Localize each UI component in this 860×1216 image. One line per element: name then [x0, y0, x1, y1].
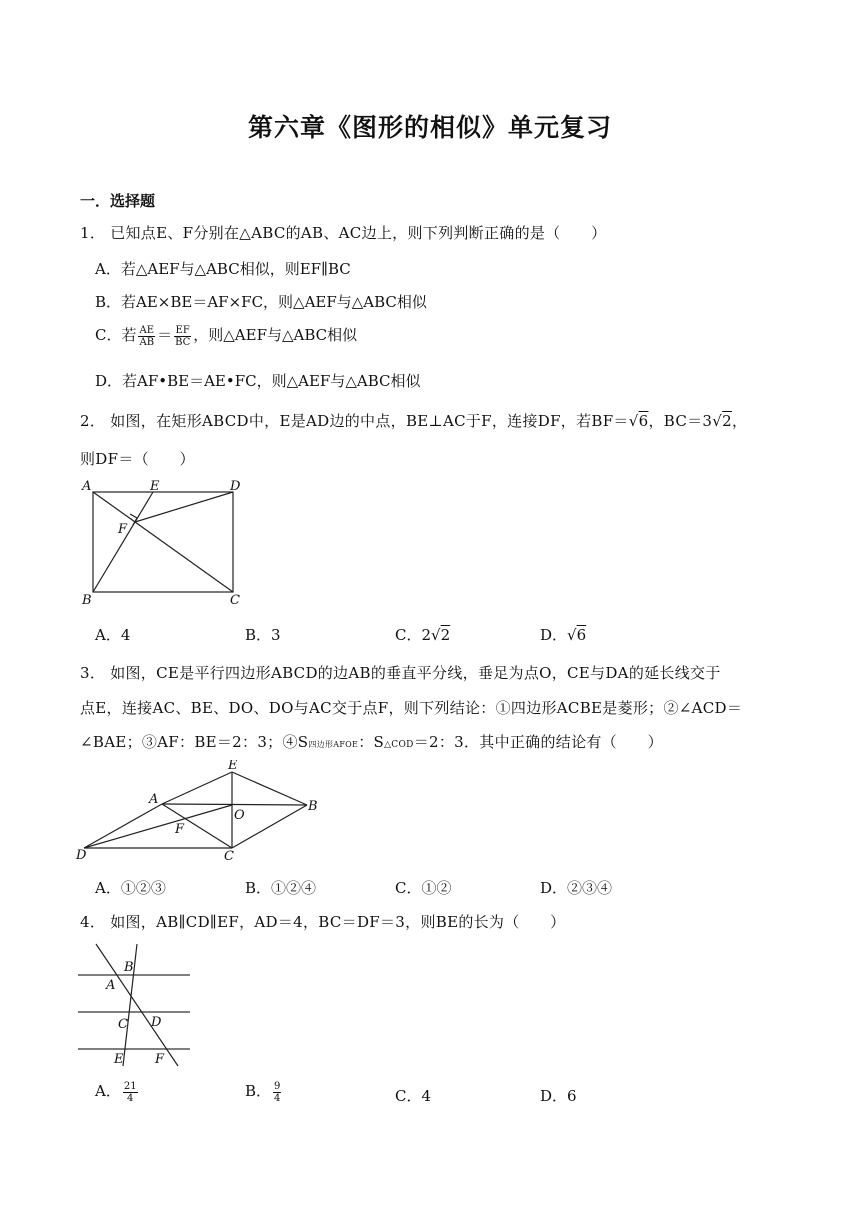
line-ac	[93, 492, 233, 592]
label-f: F	[118, 522, 128, 537]
label-o: O	[234, 808, 245, 823]
label-c: C	[230, 593, 240, 608]
line-be	[93, 492, 153, 592]
label-c: C	[224, 849, 234, 864]
label-a: A	[82, 479, 92, 494]
q2-option-d: D．√6	[540, 626, 587, 644]
line-ac	[162, 804, 232, 848]
q4-option-d: D．6	[540, 1087, 577, 1105]
fraction: $\frac{21}{4}$	[123, 1080, 137, 1104]
q2-stem-line1: 2． 如图，在矩形ABCD中，E是AD边的中点，BE⊥AC于F，连接DF，若BF＝√6，BC＝3√2，	[80, 412, 748, 430]
q4-option-a: A． $\frac{21}{4}$	[95, 1080, 137, 1104]
fraction: $\frac{EF}{BC}$	[175, 324, 191, 348]
transversal-adf	[96, 944, 178, 1066]
q3-stem-line2: 点E，连接AC、BE、DO、DO与AC交于点F，则下列结论：①四边形ACBE是菱形；②∠ACD＝	[80, 699, 743, 717]
line-eb	[232, 772, 307, 805]
q3-stem-line1: 3． 如图，CE是平行四边形ABCD的边AB的垂直平分线，垂足为点O，CE与DA的延长线交于	[80, 664, 721, 682]
q3-stem-line3: ∠BAE；③AF：BE＝2：3；④S四边形AFOE：S△COD＝2：3．其中正确的结论有（ ）	[80, 733, 663, 751]
q2-stem-line2: 则DF＝（ ）	[80, 450, 195, 468]
section-heading: 一．选择题	[80, 192, 156, 210]
q1-option-b: B．若AE×BE＝AF×FC，则△AEF与△ABC相似	[95, 293, 427, 311]
label-a: A	[106, 978, 116, 993]
rectangle-diagram	[78, 476, 253, 608]
fraction: $\frac{AE}{AB}$	[139, 324, 155, 348]
label-b: B	[124, 960, 134, 975]
line-ae	[162, 772, 232, 804]
label-b: B	[82, 593, 92, 608]
label-a: A	[149, 792, 159, 807]
label-e: E	[150, 479, 160, 494]
page-title: 第六章《图形的相似》单元复习	[247, 113, 612, 142]
q4-option-c: C．4	[395, 1087, 432, 1105]
q4-stem: 4． 如图，AB∥CD∥EF，AD＝4，BC＝DF＝3，则BE的长为（ ）	[80, 913, 566, 931]
label-e: E	[228, 760, 238, 773]
q3-option-c: C．①②	[395, 879, 452, 897]
q3-option-b: B．①②④	[245, 879, 317, 897]
q3-option-d: D．②③④	[540, 879, 613, 897]
label-c: C	[118, 1017, 128, 1032]
label-b: B	[308, 799, 318, 814]
fraction: $\frac{9}{4}$	[274, 1080, 281, 1104]
q1-option-a: A．若△AEF与△ABC相似，则EF∥BC	[95, 260, 351, 278]
q1-option-c: C．若 $\frac{AE}{AB}$ ＝ $\frac{EF}{BC}$ ，则△AEF与△ABC相似	[95, 324, 358, 348]
label-f: F	[175, 822, 185, 837]
q2-option-c: C．2√2	[395, 626, 451, 644]
line-da	[84, 804, 162, 848]
q2-option-b: B．3	[245, 626, 281, 644]
q1-stem: 1． 已知点E、F分别在△ABC的AB、AC边上，则下列判断正确的是（ ）	[80, 224, 607, 242]
label-d: D	[151, 1015, 162, 1030]
q1-option-d: D．若AF•BE＝AE•FC，则△AEF与△ABC相似	[95, 372, 421, 390]
line-ab	[162, 804, 307, 805]
q3-option-a: A．①②③	[95, 879, 166, 897]
label-f: F	[155, 1052, 165, 1067]
line-do	[84, 805, 232, 848]
q2-option-a: A．4	[95, 626, 131, 644]
parallelogram-diagram	[74, 760, 324, 864]
q4-option-b: B． $\frac{9}{4}$	[245, 1080, 281, 1104]
label-e: E	[114, 1052, 124, 1067]
label-d: D	[230, 479, 241, 494]
parallel-lines-diagram	[74, 940, 194, 1070]
label-d: D	[76, 848, 87, 863]
